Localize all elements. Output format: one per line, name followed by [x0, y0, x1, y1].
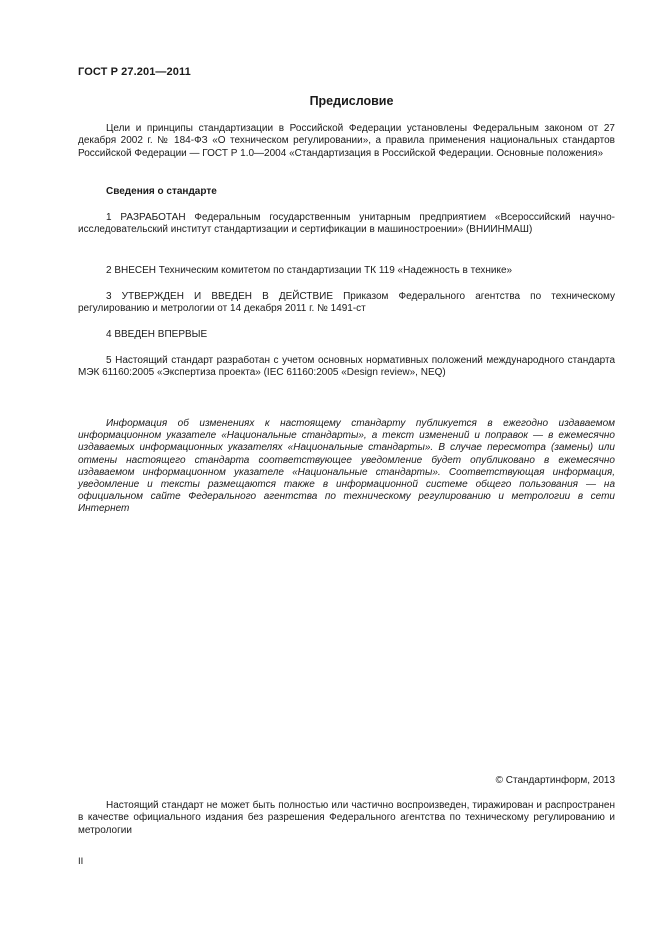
section-heading: Сведения о стандарте [106, 186, 217, 197]
standard-info-item-4: 4 ВВЕДЕН ВПЕРВЫЕ [106, 329, 208, 340]
document-code-header: ГОСТ Р 27.201—2011 [78, 66, 191, 78]
standard-info-item-1: 1 РАЗРАБОТАН Федеральным государственным унитарным предприятием «Всероссийский научно-исследовательский институт стандартизации и сертификации в машиностроении» (ВНИИНМАШ) [78, 212, 615, 236]
page-title: Предисловие [309, 94, 394, 108]
copyright-notice: © Стандартинформ, 2013 [495, 775, 615, 786]
page-number: II [78, 856, 84, 867]
standard-info-item-3: 3 УТВЕРЖДЕН И ВВЕДЕН В ДЕЙСТВИЕ Приказом Федерального агентства по техническому регулированию и метрологии от 14 декабря 2011 г. № 1491-ст [78, 291, 615, 315]
intro-paragraph: Цели и принципы стандартизации в Российской Федерации установлены Федеральным законом от 27 декабря 2002 г. № 184-ФЗ «О техническом регулировании», а правила применения национальных стандартов Российской Федерации — ГОСТ Р 1.0—2004 «Стандартизация в Российской Федерации. Основные положения» [78, 123, 615, 159]
reproduction-notice: Настоящий стандарт не может быть полностью или частично воспроизведен, тиражирован и распространен в качестве официального издания без разрешения Федерального агентства по техническому регулированию и метрологии [78, 800, 615, 836]
standard-info-item-2: 2 ВНЕСЕН Техническим комитетом по стандартизации ТК 119 «Надежность в технике» [106, 265, 513, 276]
change-info-paragraph: Информация об изменениях к настоящему стандарту публикуется в ежегодно издаваемом информационном указателе «Национальные стандарты», а текст изменений и поправок — в ежемесячно издаваемых информационных указателях «Национальные стандарты». В случае пересмотра (замены) или отмены настоящего стандарта соответствующее уведомление будет опубликовано в ежемесячно издаваемом информационном указателе «Национальные стандарты». Соответствующая информация, уведомление и тексты размещаются также в информационной системе общего пользования — на официальном сайте Федерального агентства по техническому регулированию и метрологии в сети Интернет [78, 418, 615, 515]
standard-info-item-5: 5 Настоящий стандарт разработан с учетом основных нормативных положений международного стандарта МЭК 61160:2005 «Экспертиза проекта» (IEC 61160:2005 «Design review», NEQ) [78, 355, 615, 379]
